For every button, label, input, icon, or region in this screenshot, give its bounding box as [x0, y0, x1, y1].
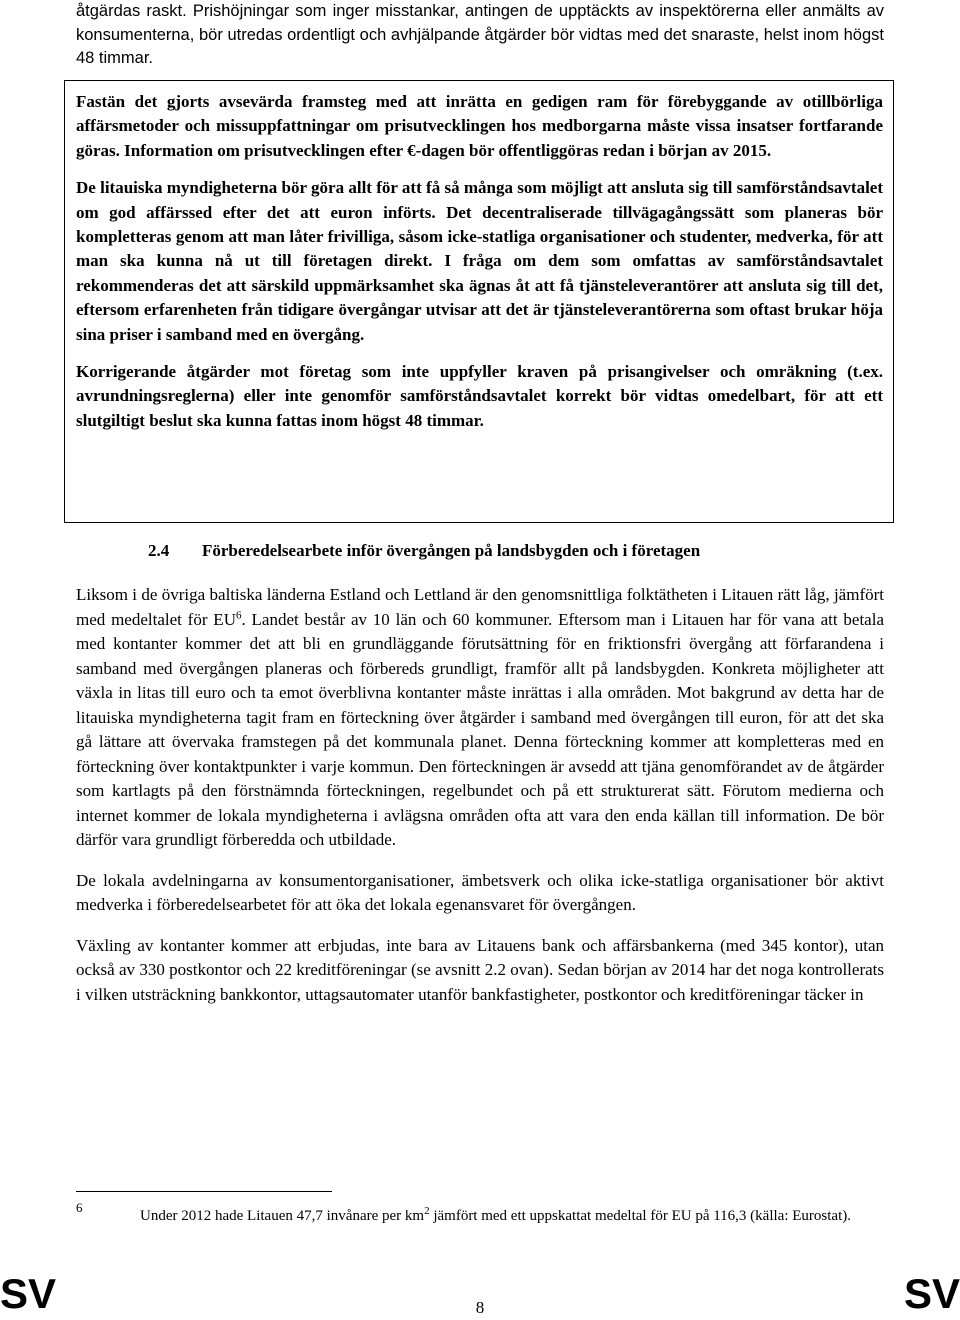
footnote-mark: 6: [76, 1200, 83, 1215]
language-code-right: SV: [903, 1270, 960, 1317]
box-paragraph-3: Korrigerande åtgärder mot företag som inte uppfyller kraven på prisangivelser och omräkning (t.ex. avrundningsreglerna) eller inte genomför samförståndsavtalet korrekt bör vidtas omedelbart, för att ett slutgiltigt beslut ska kunna fattas inom högst 48 timmar.: [76, 362, 883, 430]
body-paragraph-1-end: . Landet består av 10 län och 60 kommuner. Eftersom man i Litauen har för vana att betala med kontanter kommer det att bli en grundläggande förutsättning för en friktionsfri övergång att förfarandena i samband med övergången planeras och förbereds grundligt, framför allt på landsbygden. Konkreta möjligheter att växla in litas till euro och ta emot överblivna kontanter måste inrättas i alla områden. Mot bakgrund av detta har de litauiska myndigheterna tagit fram en förteckning över åtgärder i samband med övergången till euron, för att det ska gå lättare att övervaka framstegen på det kommunala planet. Denna förteckning kommer att kompletteras med en förteckning över kontaktpunkter i varje kommun. Den förteckningen är avsedd att tjäna genomförandet av de åtgärder som kartlagts på den förstnämnda förteckningen, regelbundet och på ett strukturerat sätt. Förutom medierna och internet kommer de lokala myndigheterna i avlägsna områden ofta att vara den enda källan till information. De bör därför vara grundligt förberedda och utbildade.: [76, 609, 884, 849]
footnote-reference[interactable]: 6: [235, 608, 242, 621]
language-code-left: SV: [0, 1270, 57, 1317]
footnote-text-end: jämfört med ett uppskattat medeltal för EU på 116,3 (källa: Eurostat).: [429, 1208, 851, 1224]
box-paragraph-1: Fastän det gjorts avsevärda framsteg med att inrätta en gedigen ram för förebyggande av otillbörliga affärsmetoder och missuppfattningar om prisutvecklingen hos medborgarna måste vissa insatser fortfarande göras. Information om prisutvecklingen efter €-dagen bör offentliggöras redan i början av 2015.: [76, 92, 883, 160]
section-number: 2.4: [148, 541, 170, 560]
footnote-superscript: 2: [424, 1205, 430, 1217]
recommendation-box: [64, 80, 894, 523]
body-paragraph-1: [76, 583, 884, 853]
box-paragraph-2: De litauiska myndigheterna bör göra allt för att få så många som möjligt att ansluta sig till samförståndsavtalet om god affärssed efter det att euron införts. Det decentraliserade tillvägagångssätt som planeras bör kompletteras genom att man låter frivilliga, såsom icke-statliga organisationer och studenter, medverka, för att man ska kunna nå ut till företagen direkt. I fråga om dem som omfattas av samförståndsavtalet rekommenderas det att särskild uppmärksamhet ska ägnas åt att få tjänsteleverantörer att ansluta sig till det, eftersom erfarenheten från tidigare övergångar utvisar att det är tjänsteleverantörerna som oftast brukar höja sina priser i samband med en övergång.: [76, 178, 883, 344]
intro-paragraph: åtgärdas raskt. Prishöjningar som inger misstankar, antingen de upptäckts av inspektörerna eller anmälts av konsumenterna, bör utredas ordentligt och avhjälpande åtgärder bör vidtas med det snaraste, helst inom högst 48 timmar.: [76, 2, 884, 67]
body-paragraph-3: Växling av kontanter kommer att erbjudas, inte bara av Litauens bank och affärsbankerna (med 345 kontor), utan också av 330 postkontor och 22 kreditföreningar (se avsnitt 2.2 ovan). Sedan början av 2014 har det noga kontrollerats i vilken utsträckning bankkontor, uttagsautomater utanför bankfastigheter, postkontor och kreditföreningar täcker in: [76, 935, 884, 1004]
footnote-text: [140, 1205, 886, 1227]
section-title: Förberedelsearbete inför övergången på landsbygden och i företagen: [202, 541, 701, 560]
footnote-text-start: Under 2012 hade Litauen 47,7 invånare per km: [140, 1208, 425, 1224]
footnote-separator: [76, 1191, 332, 1192]
section-body: [76, 583, 884, 1023]
body-paragraph-1-start: Liksom i de övriga baltiska länderna Estland och Lettland är den genomsnittliga folktätheten i Litauen rätt låg, jämfört med medeltalet för EU: [76, 585, 884, 629]
section-heading: [148, 539, 700, 563]
body-paragraph-2: De lokala avdelningarna av konsumentorganisationer, ämbetsverk och olika icke-statliga organisationer bör aktivt medverka i förberedelsearbetet för att öka det lokala egenansvaret för övergången.: [76, 870, 884, 914]
page-number: 8: [475, 1298, 485, 1317]
